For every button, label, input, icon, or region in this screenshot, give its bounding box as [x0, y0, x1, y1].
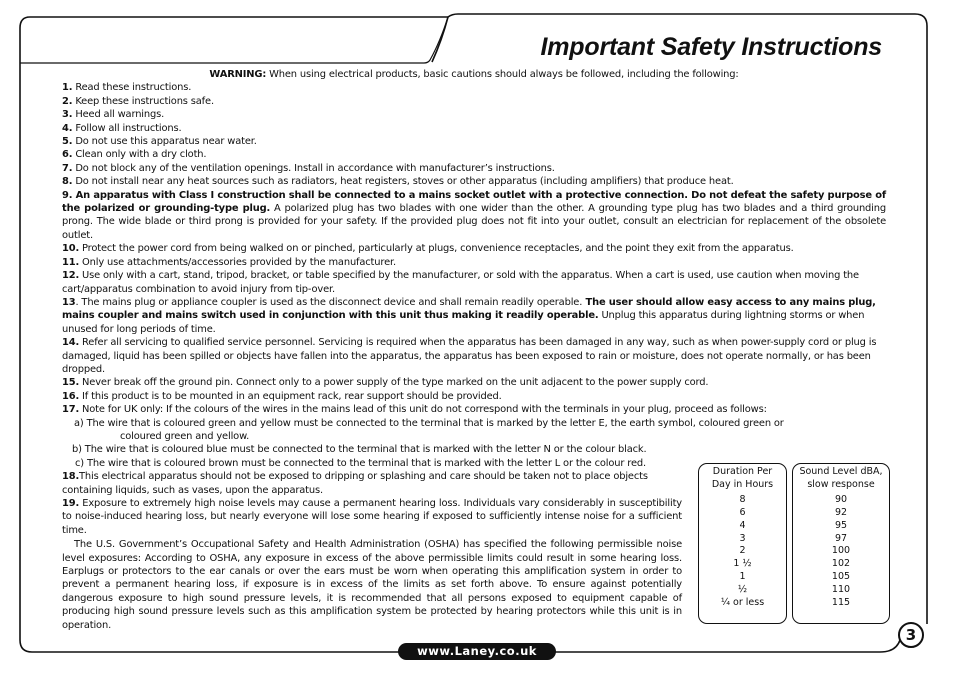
duration-column: [698, 463, 787, 624]
item-text: If this product is to be mounted in an equipment rack, rear support should be provided.: [79, 390, 502, 402]
item-number: 1.: [62, 82, 73, 94]
table-cell: 8: [739, 493, 746, 505]
item-number: 18.: [62, 471, 80, 483]
item-text: Keep these instructions safe.: [72, 95, 214, 107]
instruction-item-12: [62, 269, 886, 296]
uk-wiring-b: b) The wire that is coloured blue must be connected to the terminal that is marked with the letter N or the colour black.: [72, 444, 647, 456]
table-cell: 1: [739, 571, 746, 583]
uk-wiring-a-line2: coloured green and yellow.: [120, 430, 250, 442]
item-number: 2.: [62, 95, 73, 107]
table-cell: 90: [834, 493, 848, 505]
item-number: 16.: [62, 390, 80, 402]
item-text: Only use attachments/accessories provided by the manufacturer.: [79, 256, 396, 268]
instruction-item-8: [62, 175, 886, 188]
table-cell: 2: [739, 545, 746, 557]
item-text: Never break off the ground pin. Connect only to a power supply of the type marked on the unit adjacent to the power supply cord.: [79, 377, 709, 389]
item-text: Do not block any of the ventilation openings. Install in accordance with manufacturer’s instructions.: [72, 162, 555, 174]
item-number: 8.: [62, 176, 73, 188]
table-cell: 100: [831, 545, 851, 557]
item-text: . The mains plug or appliance coupler is used as the disconnect device and shall remain readily operable.: [75, 296, 583, 308]
table-cell: 92: [834, 506, 848, 518]
page-number: 3: [898, 622, 924, 648]
table-cell: 97: [834, 532, 848, 544]
warning-label: WARNING:: [209, 69, 267, 80]
item-number: 19.: [62, 498, 80, 509]
instruction-item-10: [62, 242, 886, 255]
website-link[interactable]: www.Laney.co.uk: [398, 643, 556, 660]
item-text: Do not use this apparatus near water.: [72, 136, 257, 148]
item-number: 4.: [62, 122, 73, 134]
table-cell: 3: [739, 532, 746, 544]
item-text: Refer all servicing to qualified service personnel. Servicing is required when the apparatus has been damaged in any way, such as when power-supply cord or plug is damaged, liquid has been spilled or objects have fallen into the apparatus, the apparatus has been exposed to rain or moisture, does not operate normally, or has been dropped.: [62, 337, 877, 375]
item-number: 12.: [62, 270, 80, 282]
item-number: 10.: [62, 243, 80, 255]
page-title: Important Safety Instructions: [540, 33, 882, 61]
table-cell: 6: [739, 506, 746, 518]
item-bold-text: An apparatus with Class I construction shall be connected to a mains socket outlet with a protective connection. Do not defeat the safety purpose of the polarized or grounding-type plug.: [62, 189, 886, 215]
item-number: 13: [62, 296, 76, 308]
item-number: 14.: [62, 337, 80, 349]
instruction-item-3: [62, 108, 886, 121]
instruction-item-1: [62, 81, 886, 94]
item-number: 9.: [62, 189, 73, 201]
item-text: Unplug this apparatus during lightning storms or when unused for long periods of time.: [62, 310, 865, 335]
instruction-item-15: [62, 376, 886, 389]
table-cell: 1 ½: [733, 558, 752, 570]
uk-wiring-a-line1: a) The wire that is coloured green and yellow must be connected to the terminal that is marked by the letter E, the earth symbol, coloured green or: [74, 417, 784, 429]
instruction-item-4: [62, 122, 886, 135]
sound-level-header: [793, 466, 889, 492]
instruction-item-19: [62, 497, 682, 537]
table-cell: 105: [831, 571, 851, 583]
instruction-item-2: [62, 95, 886, 108]
instruction-item-17: [62, 403, 886, 416]
duration-header: [699, 466, 786, 492]
warning-line: [62, 68, 886, 81]
table-cell: 115: [831, 597, 851, 609]
item-bold-text: The user should allow easy access to any mains plug, mains coupler and mains switch used in conjunction with this unit thus making it readily operable.: [62, 296, 876, 322]
item-number: 15.: [62, 377, 80, 389]
table-cell: 95: [834, 519, 848, 531]
instruction-item-5: [62, 135, 886, 148]
sound-level-column: [792, 463, 890, 624]
item-text: Clean only with a dry cloth.: [72, 149, 207, 161]
item-text: Do not install near any heat sources such as radiators, heat registers, stoves or other apparatus (including amplifiers) that produce heat.: [72, 176, 734, 188]
item-number: 6.: [62, 149, 73, 161]
item-text: Read these instructions.: [72, 82, 192, 94]
instruction-item-18: [62, 470, 682, 497]
osha-paragraph: The U.S. Government’s Occupational Safety and Health Administration (OSHA) has specified the following permissible noise level exposures: According to OSHA, any exposure in excess of the above permissible limits could result in some hearing loss. Earplugs or protectors to the ear canals or over the ears must be worn when operating this amplification system in order to prevent a permanent hearing loss, if exposure is in excess of the limits as set forth above. To ensure against potentially dangerous exposure to high sound pressure levels, it is recommended that all persons exposed to equipment capable of producing high sound pressure levels such as this amplification system be protected by hearing protectors while this unit is in operation.: [62, 539, 682, 631]
uk-wiring-c: c) The wire that is coloured brown must be connected to the terminal that is marked with the letter L or the colour red.: [75, 457, 646, 469]
item-text: Use only with a cart, stand, tripod, bracket, or table specified by the manufacturer, or sold with the apparatus. When a cart is used, use caution when moving the cart/apparatus combination to avoid injury from tip-over.: [62, 270, 859, 295]
instruction-item-13: [62, 296, 886, 336]
header-line: Day in Hours: [711, 478, 774, 490]
item-number: 3.: [62, 109, 73, 121]
table-cell: 110: [831, 584, 851, 596]
item-number: 17.: [62, 404, 80, 416]
instruction-item-7: [62, 162, 886, 175]
item-text: Heed all warnings.: [72, 109, 165, 121]
item-text: This electrical apparatus should not be exposed to dripping or splashing and care should be taken not to place objects containing liquids, such as vases, upon the apparatus.: [62, 471, 648, 496]
instruction-item-11: [62, 256, 886, 269]
table-cell: ¼ or less: [720, 597, 765, 609]
table-cell: ½: [737, 584, 748, 596]
item-number: 7.: [62, 162, 73, 174]
item-text: Follow all instructions.: [72, 122, 182, 134]
instruction-item-6: [62, 148, 886, 161]
instruction-item-9: [62, 189, 886, 243]
item-text: A polarized plug has two blades with one wider than the other. A grounding type plug has two blades and a third grounding prong. The wide blade or third prong is provided for your safety. If the provided plug does not fit into your outlet, consult an electrician for replacement of the obsolete outlet.: [62, 203, 886, 241]
instruction-item-14: [62, 336, 886, 376]
instruction-item-16: [62, 390, 886, 403]
item-number: 5.: [62, 136, 73, 148]
item-number: 11.: [62, 256, 80, 268]
table-cell: 4: [739, 519, 746, 531]
warning-text: When using electrical products, basic cautions should always be followed, including the following:: [266, 69, 739, 80]
item-text: Protect the power cord from being walked on or pinched, particularly at plugs, convenience receptacles, and the point they exit from the apparatus.: [79, 243, 794, 255]
header-line: slow response: [807, 478, 875, 490]
item-text: Note for UK only: If the colours of the wires in the mains lead of this unit do not correspond with the terminals in your plug, proceed as follows:: [79, 404, 767, 416]
table-cell: 102: [831, 558, 851, 570]
header-line: Sound Level dBA,: [799, 466, 883, 477]
item-text: Exposure to extremely high noise levels may cause a permanent hearing loss. Individuals vary considerably in susceptibility to noise-induced hearing loss, but nearly everyone will lose some hearing if exposed to sufficiently intense noise for a sufficient time.: [62, 498, 682, 536]
header-line: Duration Per: [712, 466, 773, 477]
